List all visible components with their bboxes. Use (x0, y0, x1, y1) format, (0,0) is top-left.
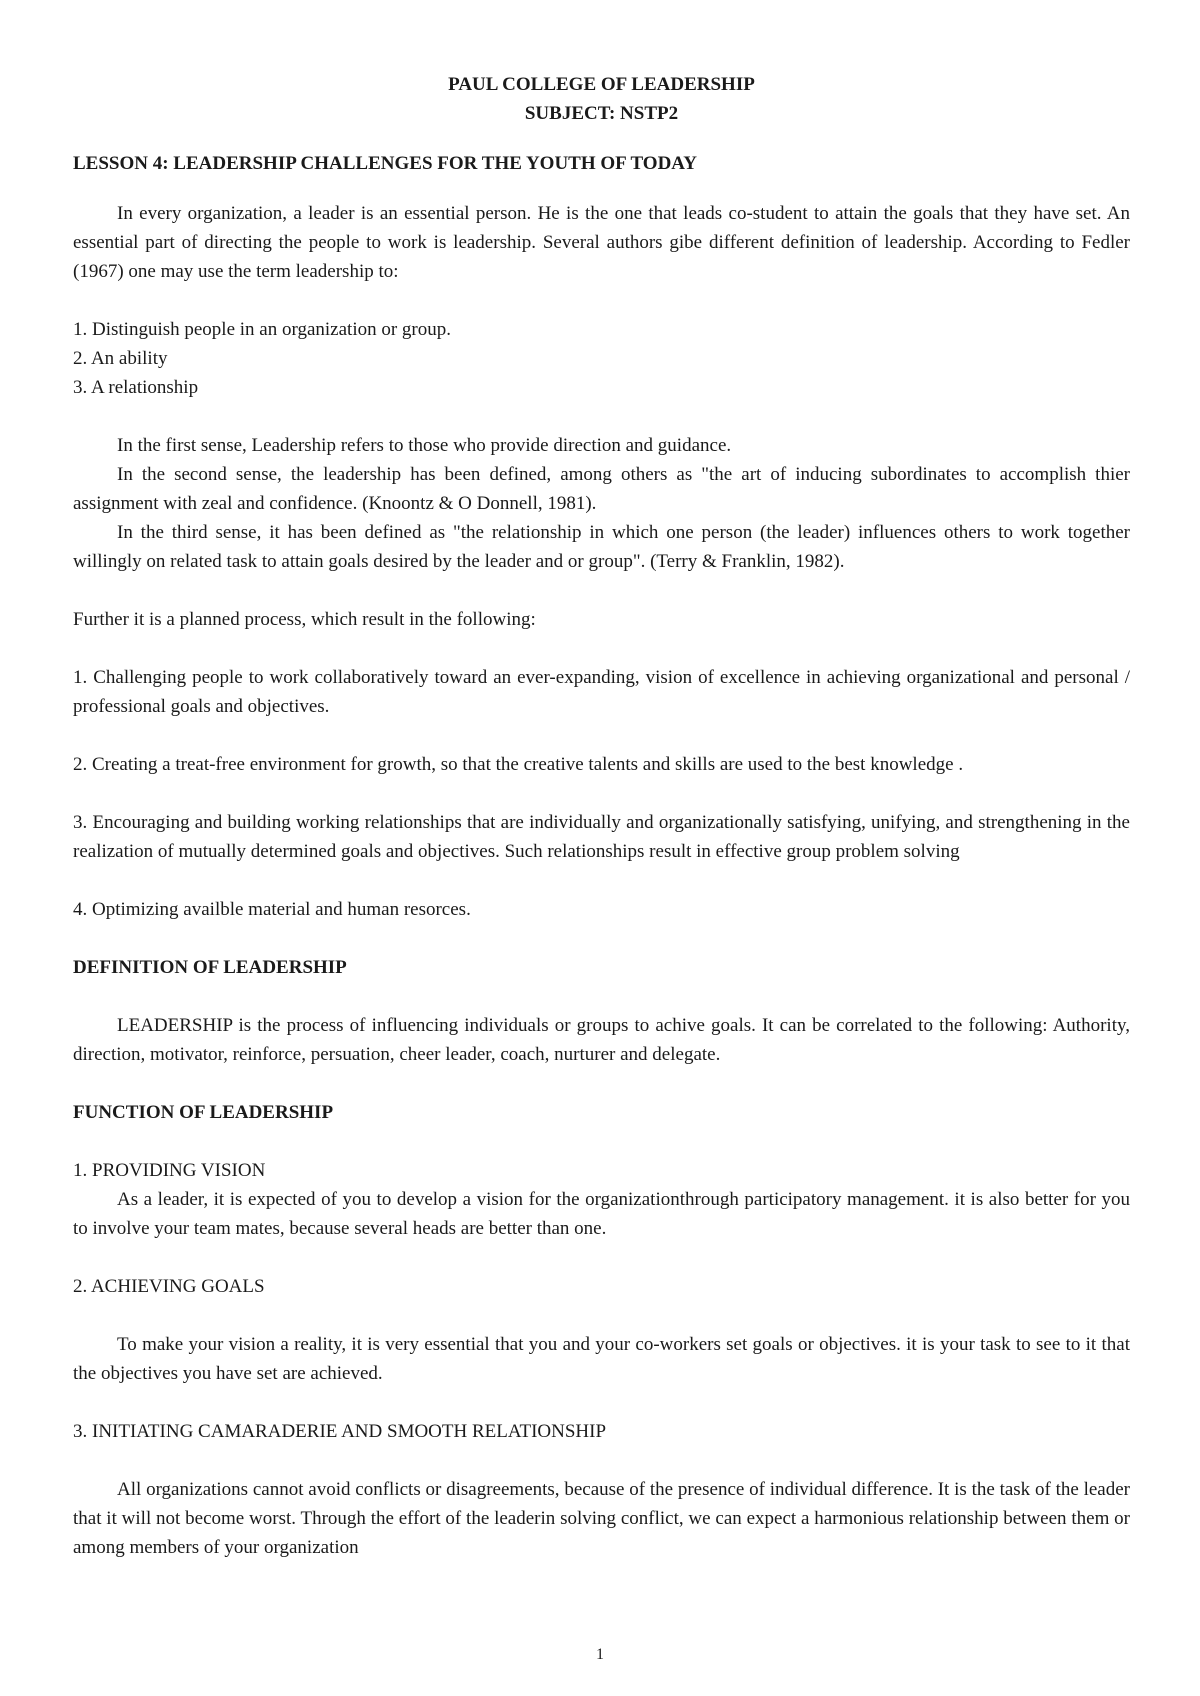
process-item-2: 2. Creating a treat-free environment for growth, so that the creative talents and skills are used to the best knowledge . (73, 754, 964, 775)
definition-paragraph: LEADERSHIP is the process of influencing individuals or groups to achive goals. It can be correlated to the following: Authority, direction, motivator, reinforce, persuation, cheer leader, coach, nurturer and delegate. (73, 1015, 1130, 1065)
process-item-1: 1. Challenging people to work collaboratively toward an ever-expanding, vision of excellence in achieving organizational and personal / professional goals and objectives. (73, 667, 1130, 717)
process-item-3: 3. Encouraging and building working relationships that are individually and organizationally satisfying, unifying, and strengthening in the realization of mutually determined goals and objectives. Such relationships result in effective group problem solving (73, 812, 1130, 862)
lesson-title: LESSON 4: LEADERSHIP CHALLENGES FOR THE YOUTH OF TODAY (73, 153, 697, 174)
process-item-4: 4. Optimizing availble material and human resorces. (73, 899, 471, 920)
subject-line: SUBJECT: NSTP2 (524, 103, 679, 124)
definition-heading: DEFINITION OF LEADERSHIP (73, 957, 347, 978)
use-item-2: 2. An ability (73, 348, 168, 369)
function-text-1: As a leader, it is expected of you to develop a vision for the organizationthrough participatory management. it is also better for you to involve your team mates, because several heads are better than one. (73, 1189, 1130, 1239)
first-sense-paragraph: In the first sense, Leadership refers to those who provide direction and guidance. (117, 435, 732, 456)
function-title-2: 2. ACHIEVING GOALS (73, 1276, 265, 1297)
second-sense-paragraph: In the second sense, the leadership has been defined, among others as "the art of inducing subordinates to accomplish thier assignment with zeal and confidence. (Knoontz & O Donnell, 1981). (73, 464, 1130, 514)
function-text-3: All organizations cannot avoid conflicts or disagreements, because of the presence of individual difference. It is the task of the leader that it will not become worst. Through the effort of the leaderin solving conflict, we can expect a harmonious relationship between them or among members of your organization (73, 1479, 1130, 1558)
third-sense-paragraph: In the third sense, it has been defined as "the relationship in which one person (the leader) influences others to work together willingly on related task to attain goals desired by the leader and or group". (Terry & Franklin, 1982). (73, 522, 1130, 572)
intro-paragraph: In every organization, a leader is an essential person. He is the one that leads co-student to attain the goals that they have set. An essential part of directing the people to work is leadership. Several authors gibe different definition of leadership. According to Fedler (1967) one may use the term leadership to: (73, 203, 1130, 282)
function-title-3: 3. INITIATING CAMARADERIE AND SMOOTH RELATIONSHIP (73, 1421, 607, 1442)
function-text-2: To make your vision a reality, it is very essential that you and your co-workers set goals or objectives. it is your task to see to it that the objectives you have set are achieved. (73, 1334, 1130, 1384)
use-item-1: 1. Distinguish people in an organization or group. (73, 319, 452, 340)
function-heading: FUNCTION OF LEADERSHIP (73, 1102, 334, 1123)
use-item-3: 3. A relationship (73, 377, 199, 398)
function-title-1: 1. PROVIDING VISION (73, 1160, 266, 1181)
process-intro: Further it is a planned process, which result in the following: (73, 609, 536, 630)
school-name: PAUL COLLEGE OF LEADERSHIP (448, 74, 755, 95)
page-number: 1 (596, 1646, 604, 1663)
